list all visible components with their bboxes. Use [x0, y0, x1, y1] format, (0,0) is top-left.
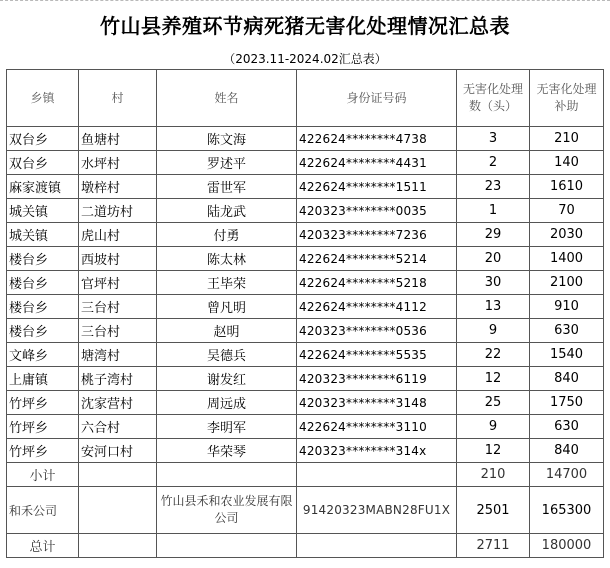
table-row: [7, 391, 604, 415]
corp-count: 2501: [457, 487, 530, 534]
cell-town: 竹坪乡: [7, 391, 79, 415]
cell-count: 29: [457, 223, 530, 247]
cell-name: 陈太林: [157, 247, 297, 271]
cell-town: 城关镇: [7, 223, 79, 247]
cell-subsidy: 1610: [530, 175, 604, 199]
table-row: [7, 439, 604, 463]
header-count: 无害化处理数（头）: [457, 70, 530, 127]
subtotal-count: 210: [457, 463, 530, 487]
subtotal-row: [7, 463, 604, 487]
table-row: [7, 223, 604, 247]
cell-id: 420323********0536: [297, 319, 457, 343]
total-label: 总计: [7, 534, 79, 558]
cell-town: 上庸镇: [7, 367, 79, 391]
total-empty: [297, 534, 457, 558]
table-row: [7, 271, 604, 295]
total-empty: [79, 534, 157, 558]
cell-subsidy: 2100: [530, 271, 604, 295]
corp-name: 竹山县禾和农业发展有限公司: [157, 487, 297, 534]
subtotal-empty: [157, 463, 297, 487]
cell-count: 2: [457, 151, 530, 175]
cell-village: 塘湾村: [79, 343, 157, 367]
cell-town: 城关镇: [7, 199, 79, 223]
cell-id: 422624********4431: [297, 151, 457, 175]
cell-town: 竹坪乡: [7, 439, 79, 463]
corp-id: 91420323MABN28FU1X: [297, 487, 457, 534]
cell-count: 12: [457, 367, 530, 391]
corp-row: [7, 487, 604, 534]
cell-count: 12: [457, 439, 530, 463]
cell-subsidy: 840: [530, 439, 604, 463]
cell-name: 王毕荣: [157, 271, 297, 295]
cell-village: 桃子湾村: [79, 367, 157, 391]
cell-subsidy: 2030: [530, 223, 604, 247]
cell-name: 吴德兵: [157, 343, 297, 367]
cell-name: 华荣琴: [157, 439, 297, 463]
cell-village: 六合村: [79, 415, 157, 439]
cell-subsidy: 1750: [530, 391, 604, 415]
cell-name: 付勇: [157, 223, 297, 247]
table-header-row: [7, 70, 604, 127]
cell-count: 9: [457, 415, 530, 439]
cell-count: 20: [457, 247, 530, 271]
cell-village: 虎山村: [79, 223, 157, 247]
subtotal-empty: [79, 463, 157, 487]
total-row: [7, 534, 604, 558]
cell-village: 官坪村: [79, 271, 157, 295]
cell-id: 422624********5214: [297, 247, 457, 271]
table-row: [7, 415, 604, 439]
cell-village: 墩梓村: [79, 175, 157, 199]
cell-town: 麻家渡镇: [7, 175, 79, 199]
cell-subsidy: 840: [530, 367, 604, 391]
cell-subsidy: 140: [530, 151, 604, 175]
subtotal-empty: [297, 463, 457, 487]
top-divider: [0, 0, 610, 6]
page-title: 竹山县养殖环节病死猪无害化处理情况汇总表: [100, 14, 510, 38]
cell-town: 楼台乡: [7, 271, 79, 295]
subtotal-label: 小计: [7, 463, 79, 487]
table-row: [7, 367, 604, 391]
cell-subsidy: 1400: [530, 247, 604, 271]
cell-subsidy: 210: [530, 127, 604, 151]
cell-count: 22: [457, 343, 530, 367]
cell-name: 罗述平: [157, 151, 297, 175]
cell-village: 三台村: [79, 295, 157, 319]
total-count: 2711: [457, 534, 530, 558]
cell-name: 谢发红: [157, 367, 297, 391]
header-id: 身份证号码: [297, 70, 457, 127]
table-row: [7, 247, 604, 271]
cell-count: 3: [457, 127, 530, 151]
cell-name: 曾凡明: [157, 295, 297, 319]
subtotal-subsidy: 14700: [530, 463, 604, 487]
table-row: [7, 319, 604, 343]
table-row: [7, 175, 604, 199]
cell-count: 23: [457, 175, 530, 199]
table-row: [7, 295, 604, 319]
cell-id: 420323********0035: [297, 199, 457, 223]
cell-subsidy: 70: [530, 199, 604, 223]
cell-town: 楼台乡: [7, 319, 79, 343]
header-name: 姓名: [157, 70, 297, 127]
cell-village: 鱼塘村: [79, 127, 157, 151]
page-subtitle: （2023.11-2024.02汇总表）: [223, 52, 387, 66]
cell-name: 周远成: [157, 391, 297, 415]
cell-id: 422624********5535: [297, 343, 457, 367]
table-row: [7, 127, 604, 151]
cell-subsidy: 1540: [530, 343, 604, 367]
corp-empty: [79, 487, 157, 534]
cell-subsidy: 630: [530, 415, 604, 439]
cell-name: 雷世军: [157, 175, 297, 199]
cell-id: 422624********5218: [297, 271, 457, 295]
cell-town: 楼台乡: [7, 247, 79, 271]
cell-name: 陆龙武: [157, 199, 297, 223]
cell-town: 文峰乡: [7, 343, 79, 367]
cell-id: 420323********7236: [297, 223, 457, 247]
cell-town: 竹坪乡: [7, 415, 79, 439]
corp-label: 和禾公司: [7, 487, 79, 534]
cell-id: 422624********4112: [297, 295, 457, 319]
table-row: [7, 343, 604, 367]
cell-id: 420323********3148: [297, 391, 457, 415]
cell-count: 25: [457, 391, 530, 415]
cell-village: 二道坊村: [79, 199, 157, 223]
corp-subsidy: 165300: [530, 487, 604, 534]
total-subsidy: 180000: [530, 534, 604, 558]
cell-name: 陈文海: [157, 127, 297, 151]
cell-village: 三台村: [79, 319, 157, 343]
header-town: 乡镇: [7, 70, 79, 127]
header-subsidy: 无害化处理补助: [530, 70, 604, 127]
cell-id: 420323********314x: [297, 439, 457, 463]
summary-table: [6, 69, 604, 558]
cell-name: 李明军: [157, 415, 297, 439]
cell-id: 422624********1511: [297, 175, 457, 199]
cell-village: 水坪村: [79, 151, 157, 175]
cell-id: 420323********6119: [297, 367, 457, 391]
cell-village: 西坡村: [79, 247, 157, 271]
cell-town: 双台乡: [7, 127, 79, 151]
table-row: [7, 151, 604, 175]
total-empty: [157, 534, 297, 558]
cell-town: 双台乡: [7, 151, 79, 175]
cell-name: 赵明: [157, 319, 297, 343]
cell-village: 安河口村: [79, 439, 157, 463]
cell-subsidy: 630: [530, 319, 604, 343]
cell-id: 422624********3110: [297, 415, 457, 439]
cell-subsidy: 910: [530, 295, 604, 319]
cell-count: 30: [457, 271, 530, 295]
header-village: 村: [79, 70, 157, 127]
table-row: [7, 199, 604, 223]
cell-count: 13: [457, 295, 530, 319]
cell-count: 1: [457, 199, 530, 223]
cell-village: 沈家营村: [79, 391, 157, 415]
cell-town: 楼台乡: [7, 295, 79, 319]
cell-count: 9: [457, 319, 530, 343]
cell-id: 422624********4738: [297, 127, 457, 151]
